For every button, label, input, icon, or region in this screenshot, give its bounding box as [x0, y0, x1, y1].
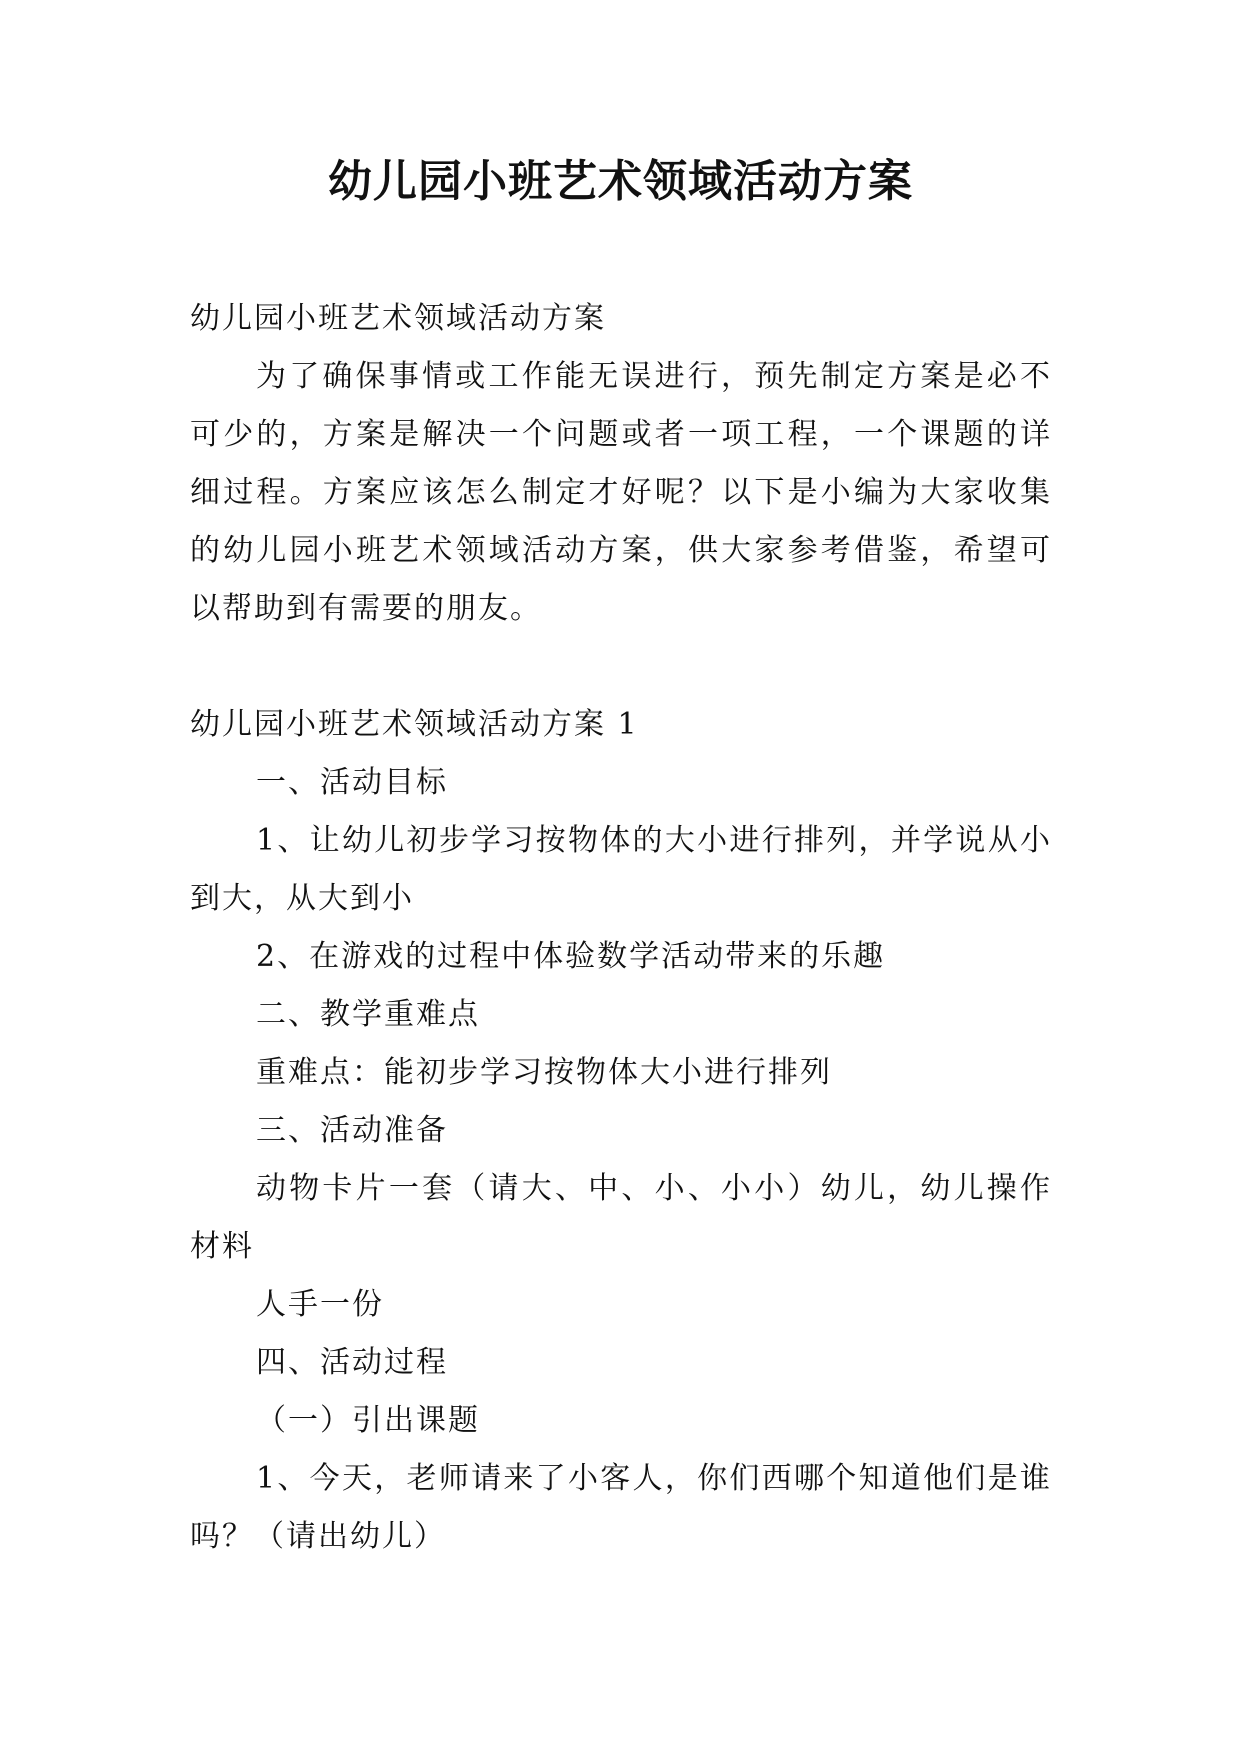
focus-text: 重难点：能初步学习按物体大小进行排列 [256, 1055, 832, 1090]
process-step-1: 1、今天，老师请来了小客人，你们西哪个知道他们是谁吗？（请出幼儿） [190, 1461, 1052, 1554]
subtitle-paragraph: 幼儿园小班艺术领域活动方案 [190, 301, 606, 336]
preparation-text: 动物卡片一套（请大、中、小、小小）幼儿，幼儿操作材料 [190, 1171, 1052, 1264]
subheading-introduce-topic: （一）引出课题 [256, 1403, 480, 1438]
intro-paragraph: 为了确保事情或工作能无误进行，预先制定方案是必不可少的，方案是解决一个问题或者一项工程，一个课题的详细过程。方案应该怎么制定才好呢？以下是小编为大家收集的幼儿园小班艺术领域活动方案，供大家参考借鉴，希望可以帮助到有需要的朋友。 [190, 359, 1052, 626]
document-body [190, 290, 1052, 1566]
paragraph-spacer [190, 638, 1052, 696]
heading-activity-goals: 一、活动目标 [256, 765, 448, 800]
heading-activity-process: 四、活动过程 [256, 1345, 448, 1380]
section-heading: 幼儿园小班艺术领域活动方案 1 [190, 707, 639, 742]
heading-teaching-focus: 二、教学重难点 [256, 997, 480, 1032]
preparation-text-cont: 人手一份 [256, 1287, 384, 1322]
goal-item-2: 2、在游戏的过程中体验数学活动带来的乐趣 [256, 939, 886, 974]
document-title: 幼儿园小班艺术领域活动方案 [328, 156, 913, 207]
goal-item-1: 1、让幼儿初步学习按物体的大小进行排列，并学说从小到大，从大到小 [190, 823, 1052, 916]
heading-activity-preparation: 三、活动准备 [256, 1113, 448, 1148]
